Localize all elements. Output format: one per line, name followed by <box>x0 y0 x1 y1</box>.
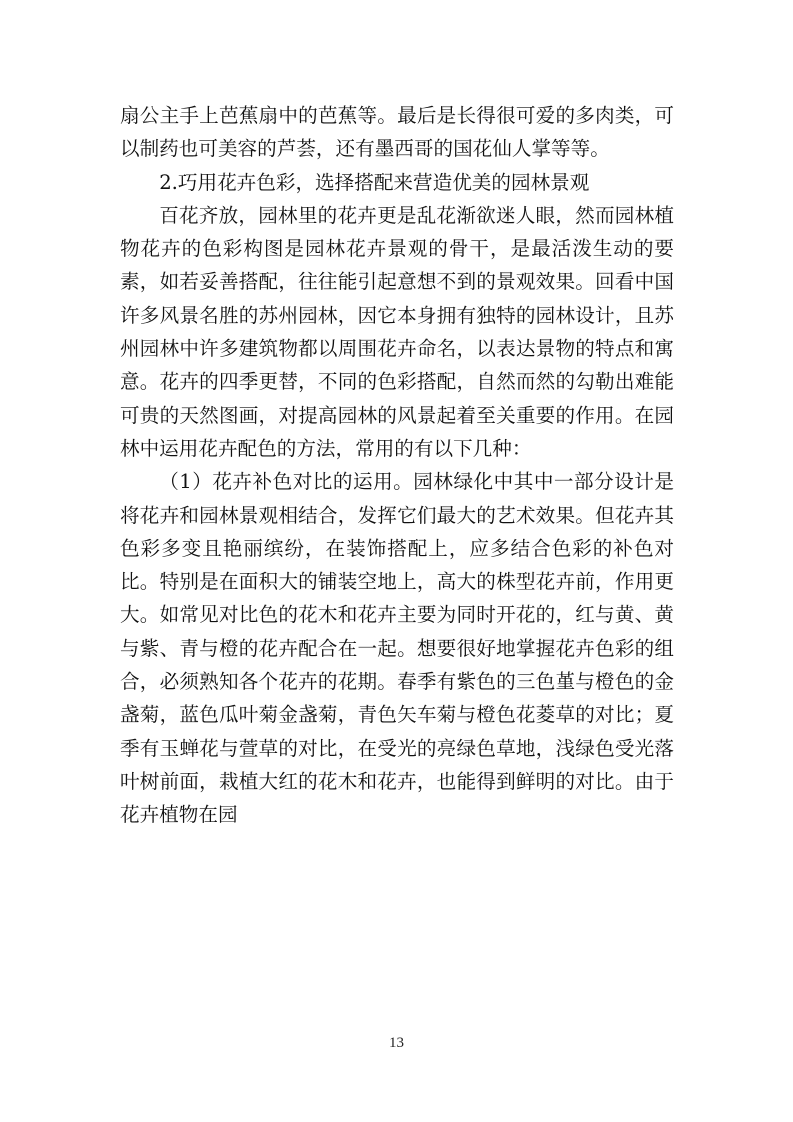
page-number: 13 <box>389 1035 404 1051</box>
paragraph-color-composition: 百花齐放，园林里的花卉更是乱花渐欲迷人眼，然而园林植物花卉的色彩构图是园林花卉景观的骨干，是最活泼生动的要素，如若妥善搭配，往往能引起意想不到的景观效果。回看中国许多风景名胜的苏州园林，因它本身拥有独特的园林设计，且苏州园林中许多建筑物都以周围花卉命名，以表达景物的特点和寓意。花卉的四季更替，不同的色彩搭配，自然而然的勾勒出难能可贵的天然图画，对提高园林的风景起着至关重要的作用。在园林中运用花卉配色的方法，常用的有以下几种： <box>120 203 674 460</box>
section-heading: 2.巧用花卉色彩，选择搭配来营造优美的园林景观 <box>159 170 590 194</box>
paragraph-complementary-colors: （1）花卉补色对比的运用。园林绿化中其中一部分设计是将花卉和园林景观相结合，发挥它们最大的艺术效果。但花卉其色彩多变且艳丽缤纷，在装饰搭配上，应多结合色彩的补色对比。特别是在面积大的铺装空地上，高大的株型花卉前，作用更大。如常见对比色的花木和花卉主要为同时开花的，红与黄、黄与紫、青与橙的花卉配合在一起。想要很好地掌握花卉色彩的组合，必须熟知各个花卉的花期。春季有紫色的三色堇与橙色的金盏菊，蓝色瓜叶菊金盏菊，青色矢车菊与橙色花菱草的对比；夏季有玉蝉花与萱草的对比，在受光的亮绿色草地，浅绿色受光落叶树前面，栽植大红的花木和花卉，也能得到鲜明的对比。由于花卉植物在园 <box>120 470 674 827</box>
paragraph-continuation: 扇公主手上芭蕉扇中的芭蕉等。最后是长得很可爱的多肉类，可以制药也可美容的芦荟，还有墨西哥的国花仙人掌等等。 <box>120 104 674 161</box>
document-body <box>120 99 674 832</box>
